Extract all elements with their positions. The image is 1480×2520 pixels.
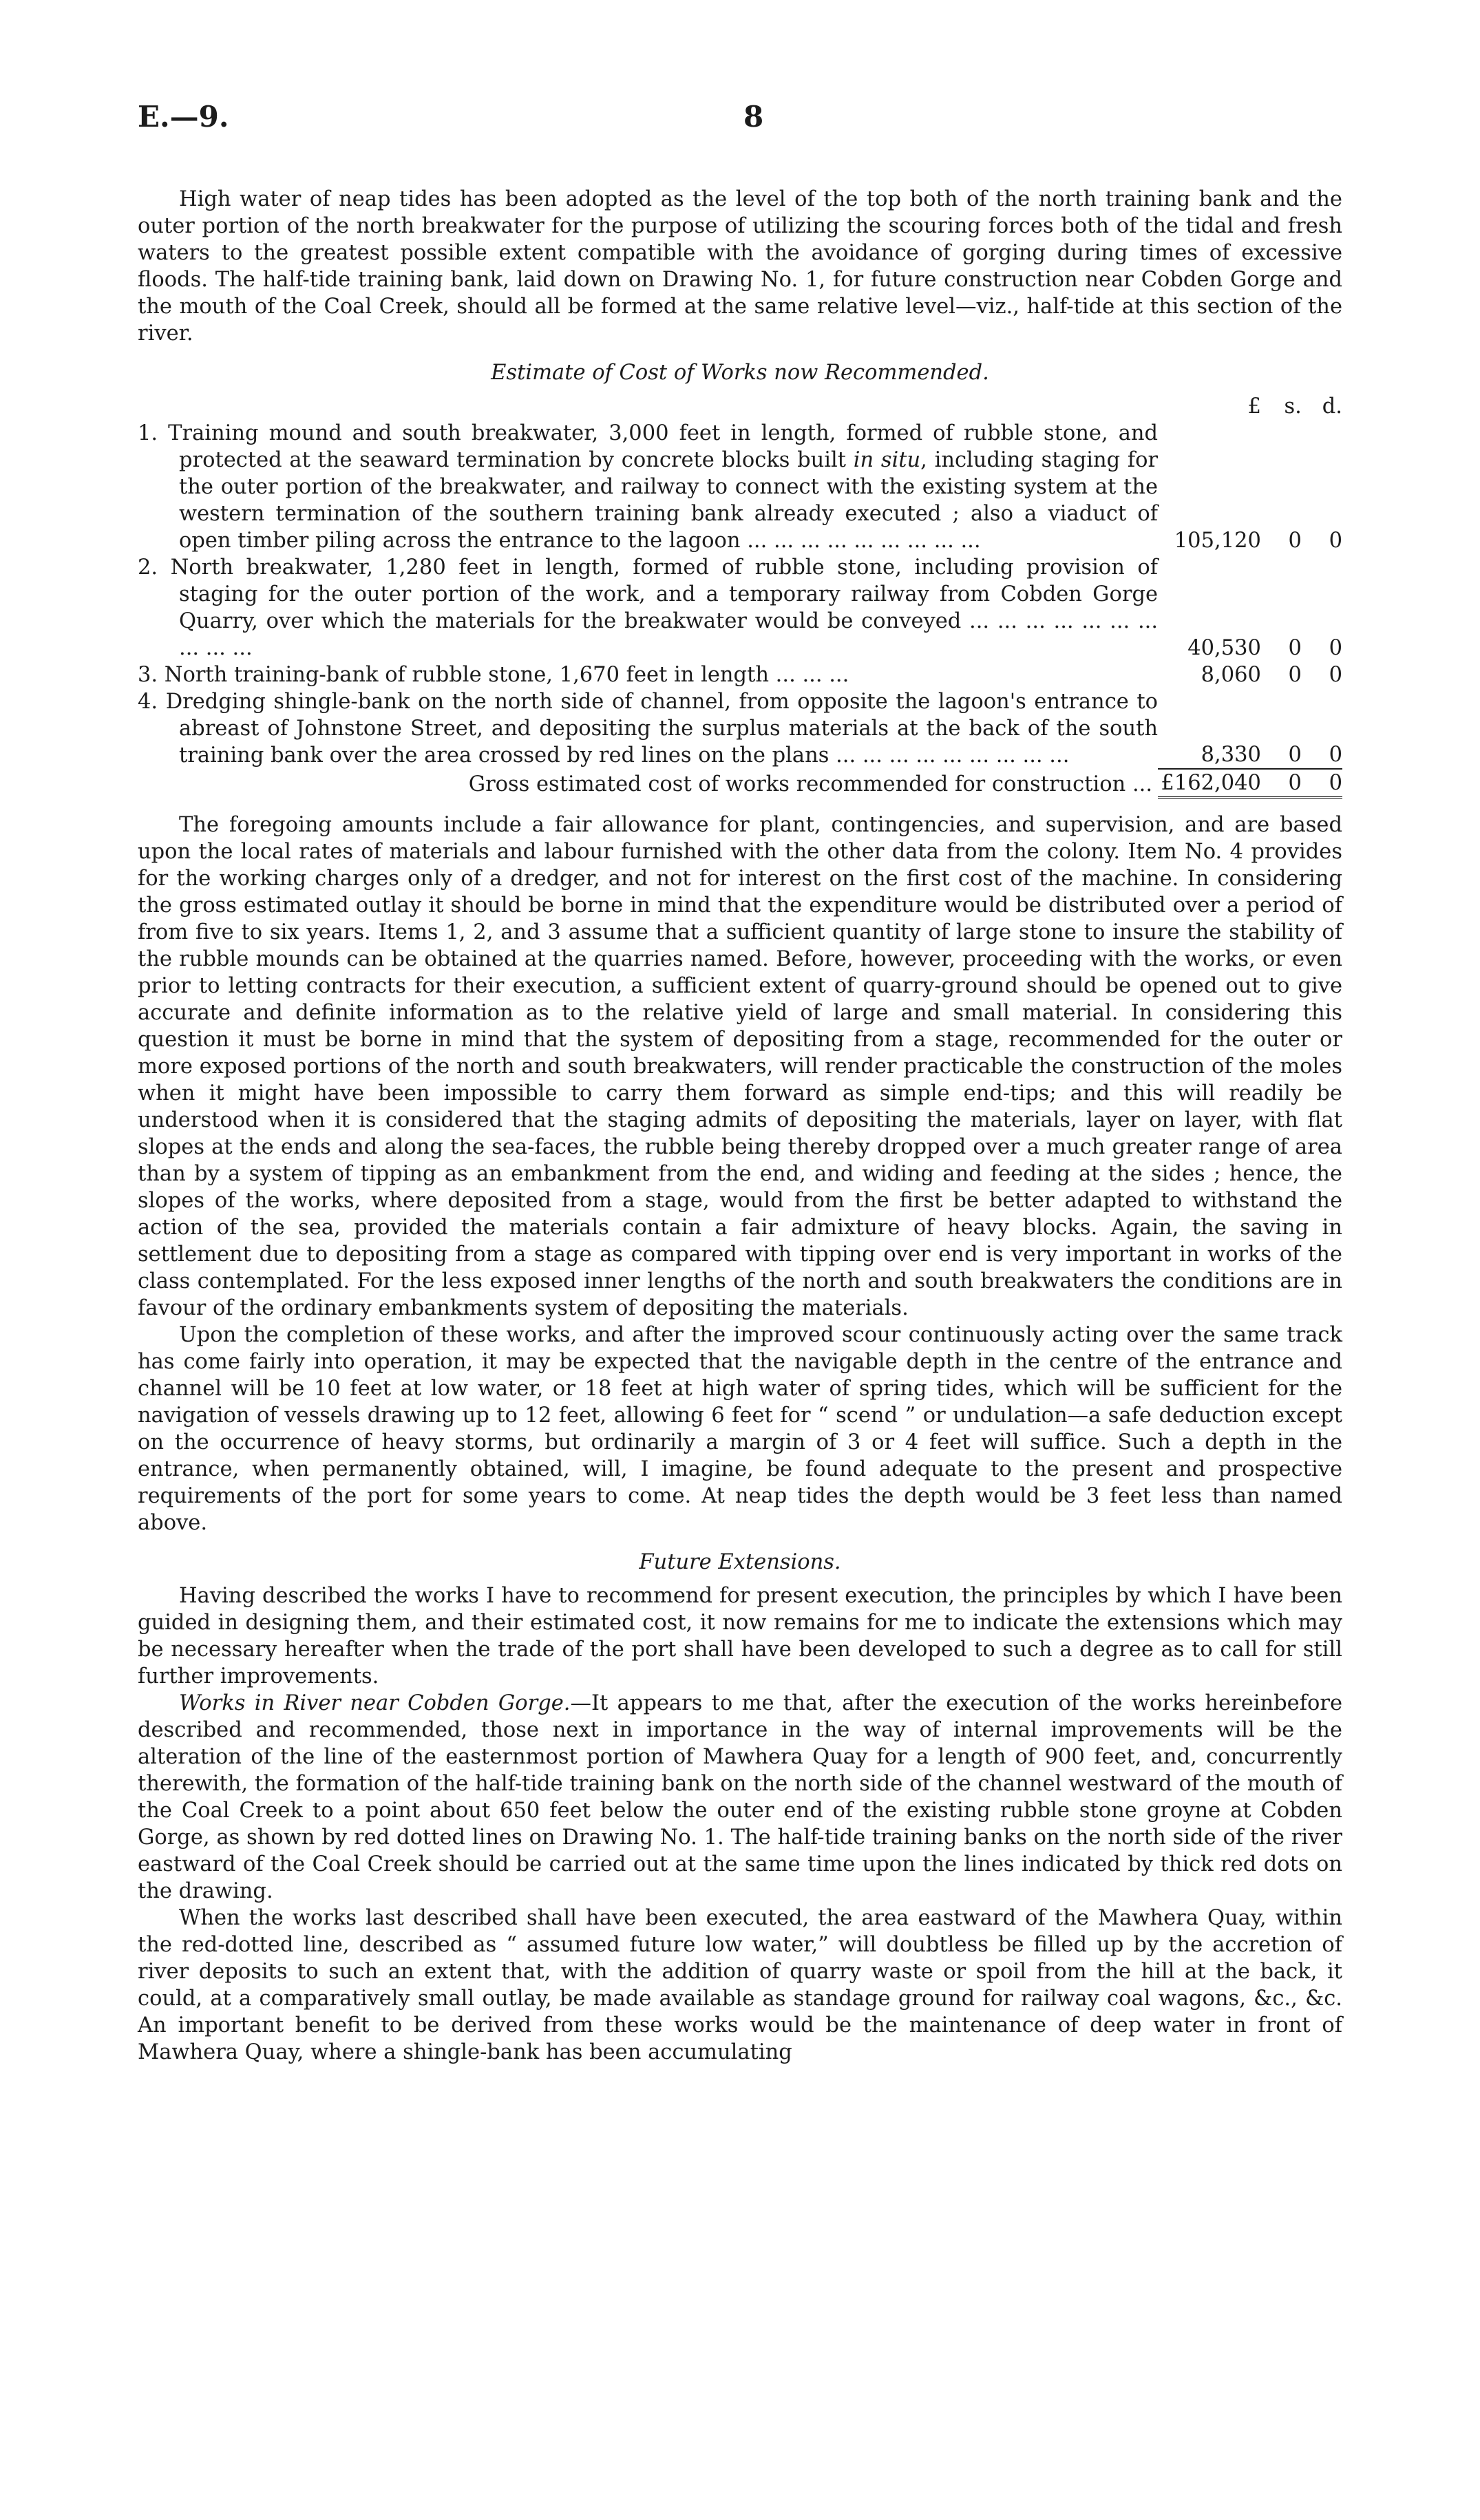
item-text-part: , including staging for the outer portion of the breakwater, and railway to connect with the existing system at the western termination of the southern training bank already executed ; also a viaduct of open timber piling across the entrance to the lagoon ... ... ... ... ... ... ... ... ...: [179, 448, 1159, 553]
column-pounds: £: [1247, 394, 1261, 419]
estimate-table: [138, 393, 1342, 799]
total-label: Gross estimated cost of works recommended for construction ...: [468, 772, 1153, 796]
paragraph-completion: Upon the completion of these works, and after the improved scour continuously acting over the same track has come fairly into operation, it may be expected that the navigable depth in the centre of the entrance and channel will be 10 feet at low water, or 18 feet at high water of spring tides, which will be sufficient for the navigation of vessels drawing up to 12 feet, allowing 6 feet for “ scend ” or undulation—a safe deduction except on the occurrence of heavy storms, but ordinarily a margin of 3 or 4 feet will suffice. Such a depth in the entrance, when permanently obtained, will, I imagine, be found adequate to the present and prospective requirements of the port for some years to come. At neap tides the depth would be 3 feet less than named above.: [138, 1323, 1342, 1535]
document-reference: E.—9.: [138, 100, 229, 134]
item-pounds: 105,120: [1174, 529, 1261, 553]
future-extensions-title: Future Extensions.: [639, 1550, 841, 1574]
item-text-italic: in situ: [853, 448, 921, 472]
item-pence: 0: [1329, 743, 1342, 767]
estimate-row: [138, 688, 1342, 769]
document-page: [138, 100, 1343, 2066]
paragraph-having-described: Having described the works I have to recommend for present execution, the principles by which I have been guided in designing them, and their estimated cost, it now remains for me to indicate the extensions which may be necessary hereafter when the trade of the port shall have been developed to such a degree as to call for still further improvements.: [138, 1584, 1342, 1688]
column-shillings: s.: [1284, 394, 1302, 419]
item-pounds: 8,060: [1201, 663, 1261, 687]
total-shillings: 0: [1261, 769, 1302, 798]
estimate-title: Estimate of Cost of Works now Recommended.: [491, 361, 989, 385]
column-pence: d.: [1322, 394, 1342, 419]
item-pence: 0: [1329, 663, 1342, 687]
estimate-item-description: 3. North training-bank of rubble stone, 1,670 feet in length ... ... ...: [138, 663, 849, 687]
item-pounds: 40,530: [1187, 636, 1261, 660]
estimate-column-headings: [138, 393, 1342, 420]
estimate-item-description: 2. North breakwater, 1,280 feet in length, formed of rubble stone, including provision of staging for the outer portion of the work, and a temporary railway from Cobden Gorge Quarry, over which the materials for the breakwater would be conveyed ... ... ... ... ... ... ... ... ... ...: [138, 555, 1159, 660]
page-header: [138, 100, 1342, 145]
page-number: 8: [743, 100, 764, 134]
estimate-row: [138, 661, 1342, 688]
item-shillings: 0: [1288, 529, 1302, 553]
estimate-total-row: [138, 769, 1342, 798]
item-text-part: 1. Training mound and south breakwater, 3,000 feet in length, formed of rubble stone, and protected at the seaward termination by concrete blocks built: [138, 421, 1159, 472]
subsection-heading: Works in River near Cobden Gorge.: [179, 1691, 571, 1715]
paragraph-text: —It appears to me that, after the execution of the works hereinbefore described and recommended, those next in importance in the way of internal improvements will be the alteration of the line of the easternmost portion of Mawhera Quay for a length of 900 feet, and, concurrently therewith, the formation of the half-tide training bank on the north side of the channel westward of the mouth of the Coal Creek to a point about 650 feet below the outer end of the existing rubble stone groyne at Cobden Gorge, as shown by red dotted lines on Drawing No. 1. The half-tide training banks on the north side of the river eastward of the Coal Creek should be carried out at the same time upon the lines indicated by thick red dots on the drawing.: [138, 1691, 1343, 1903]
estimate-item-description: [138, 420, 1158, 554]
paragraph-foregoing-amounts: The foregoing amounts include a fair allowance for plant, contingencies, and supervision, and are based upon the local rates of materials and labour furnished with the other data from the colony. Item No. 4 provides for the working charges only of a dredger, and not for interest on the first cost of the machine. In considering the gross estimated outlay it should be borne in mind that the expenditure would be distributed over a period of from five to six years. Items 1, 2, and 3 assume that a sufficient quantity of large stone to insure the stability of the rubble mounds can be obtained at the quarries named. Before, however, proceeding with the works, or even prior to letting contracts for their execution, a sufficient extent of quarry-ground should be opened out to give accurate and definite information as to the relative yield of large and small material. In considering this question it must be borne in mind that the system of depositing from a stage, recommended for the outer or more exposed portions of the north and south breakwaters, will render practicable the construction of the moles when it might have been impossible to carry them forward as simple end-tips; and this will readily be understood when it is considered that the staging admits of depositing the materials, layer on layer, with flat slopes at the ends and along the sea-faces, the rubble being thereby dropped over a much greater range of area than by a system of tipping as an embankment from the end, and widing and feeding at the sides ; hence, the slopes of the works, where deposited from a stage, would from the first be better adapted to withstand the action of the sea, provided the materials contain a fair admixture of heavy blocks. Again, the saving in settlement due to depositing from a stage as compared with tipping over end is very important in works of the class contemplated. For the less exposed inner lengths of the north and south breakwaters the conditions are in favour of the ordinary embankments system of depositing the materials.: [138, 813, 1342, 1320]
total-pounds: £162,040: [1158, 769, 1261, 798]
item-pence: 0: [1329, 636, 1342, 660]
item-pounds: 8,330: [1201, 743, 1261, 767]
item-shillings: 0: [1288, 663, 1302, 687]
estimate-row: [138, 554, 1342, 661]
item-shillings: 0: [1288, 636, 1302, 660]
item-pence: 0: [1329, 529, 1342, 553]
estimate-row: [138, 420, 1342, 554]
estimate-item-description: 4. Dredging shingle-bank on the north side of channel, from opposite the lagoon's entrance to abreast of Johnstone Street, and depositing the surplus materials at the back of the south training bank over the area crossed by red lines on the plans ... ... ... ... ... ... ... ... ...: [138, 690, 1159, 767]
paragraph-neap-tides: High water of neap tides has been adopted as the level of the top both of the north training bank and the outer portion of the north breakwater for the purpose of utilizing the scouring forces both of the tidal and fresh waters to the greatest possible extent compatible with the avoidance of gorging during times of excessive floods. The half-tide training bank, laid down on Drawing No. 1, for future construction near Cobden Gorge and the mouth of the Coal Creek, should all be formed at the same relative level—viz., half-tide at this section of the river.: [138, 187, 1342, 346]
item-shillings: 0: [1288, 743, 1302, 767]
paragraph-mawhera-quay: When the works last described shall have been executed, the area eastward of the Mawhera Quay, within the red-dotted line, described as “ assumed future low water,” will doubtless be filled up by the accretion of river deposits to such an extent that, with the addition of quarry waste or spoil from the hill at the back, it could, at a comparatively small outlay, be made available as standage ground for railway coal wagons, &c., &c. An important benefit to be derived from these works would be the maintenance of deep water in front of Mawhera Quay, where a shingle-bank has been accumulating: [138, 1906, 1342, 2064]
paragraph-cobden-gorge: [138, 1690, 1342, 1905]
total-pence: 0: [1302, 769, 1342, 798]
